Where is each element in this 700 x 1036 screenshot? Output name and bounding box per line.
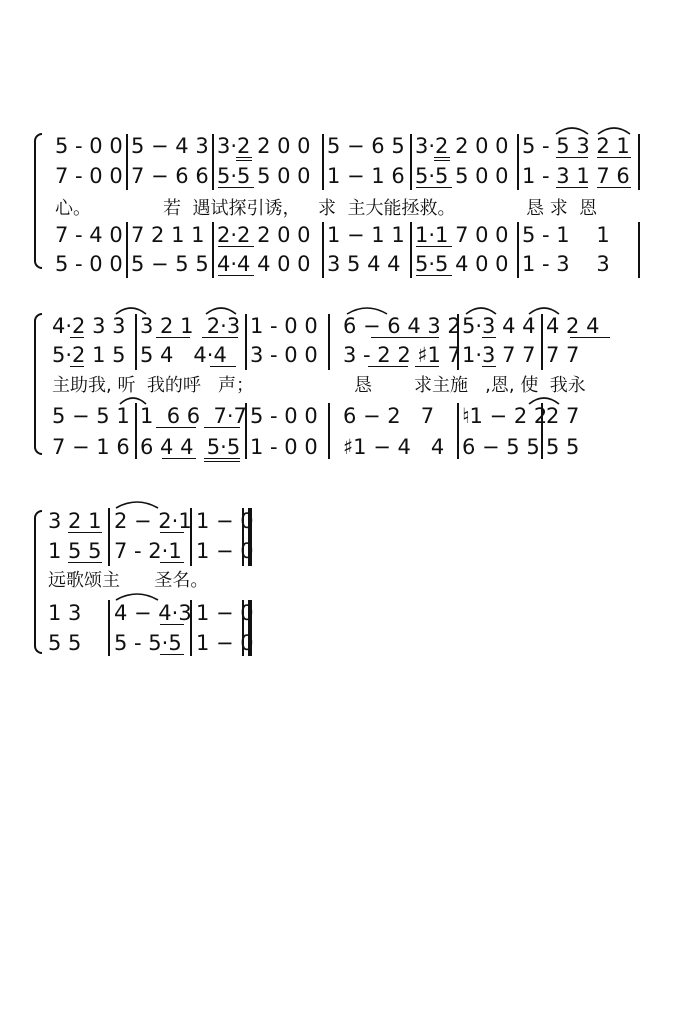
barline bbox=[135, 314, 137, 370]
barline bbox=[328, 314, 330, 370]
measure: 5·5 5 0 0 bbox=[415, 164, 509, 188]
measure: 1 6 6 7·7 bbox=[140, 404, 247, 428]
measure: 2·2 2 0 0 bbox=[217, 223, 311, 247]
barline bbox=[457, 403, 459, 459]
measure: 1·1 7 0 0 bbox=[415, 223, 509, 247]
lyric-text: 主助我, 听 我的呼 声； bbox=[52, 375, 255, 396]
barline bbox=[190, 508, 192, 566]
beam bbox=[218, 275, 254, 276]
beam bbox=[236, 160, 252, 161]
measure: 1 - 3 3 bbox=[522, 252, 610, 276]
measure: 4 2 4 bbox=[546, 314, 600, 338]
beam bbox=[160, 562, 184, 563]
barline bbox=[126, 222, 128, 278]
beam bbox=[156, 337, 190, 338]
measure: 1 3 bbox=[48, 601, 82, 625]
barline bbox=[135, 403, 137, 459]
beam bbox=[68, 532, 102, 533]
lyrics-line bbox=[0, 371, 700, 401]
beam bbox=[160, 532, 184, 533]
measure: 5 - 1 1 bbox=[522, 223, 610, 247]
measure: 3·2 2 0 0 bbox=[415, 134, 509, 158]
beam bbox=[416, 275, 452, 276]
barline bbox=[108, 600, 110, 656]
measure: 5 - 0 0 bbox=[55, 252, 123, 276]
final-barline-thin bbox=[242, 508, 244, 566]
lyric-text: 求 主大能拯救。 bbox=[318, 198, 456, 219]
measure: ♯1 − 4 4 bbox=[343, 435, 445, 459]
measure: 7 2 1 1 bbox=[131, 223, 205, 247]
measure: 1 - 0 0 bbox=[250, 435, 318, 459]
measure: 1 5 5 bbox=[48, 539, 102, 563]
notation-line bbox=[0, 401, 700, 431]
measure: ♮1 − 2 2 bbox=[462, 404, 548, 428]
barline bbox=[517, 134, 519, 190]
barline bbox=[108, 508, 110, 566]
barline bbox=[457, 314, 459, 370]
beam bbox=[218, 187, 254, 188]
beam bbox=[70, 337, 84, 338]
beam bbox=[236, 157, 252, 158]
measure: 3 2 1 2·3 bbox=[140, 314, 241, 338]
slur bbox=[118, 394, 148, 406]
measure: 3·2 2 0 0 bbox=[217, 134, 311, 158]
measure: 5·5 4 0 0 bbox=[415, 252, 509, 276]
measure: 1 - 0 0 bbox=[250, 314, 318, 338]
measure: 6 − 6 4 3 2 bbox=[343, 314, 461, 338]
barline bbox=[322, 222, 324, 278]
notation-line bbox=[0, 220, 700, 250]
beam bbox=[68, 562, 102, 563]
measure: 7 - 0 0 bbox=[55, 164, 123, 188]
final-barline-thick bbox=[248, 508, 252, 566]
barline bbox=[190, 600, 192, 656]
beam bbox=[162, 458, 196, 459]
measure: 7 − 1 6 bbox=[52, 435, 130, 459]
slur bbox=[596, 124, 632, 136]
notation-line bbox=[0, 506, 700, 536]
lyric-text: 远歌颂主 圣名。 bbox=[48, 570, 209, 591]
beam bbox=[204, 461, 240, 462]
slur bbox=[345, 304, 389, 316]
beam bbox=[210, 366, 236, 367]
barline bbox=[541, 403, 543, 459]
slur bbox=[204, 304, 238, 316]
measure: 5 - 0 0 bbox=[55, 134, 123, 158]
beam bbox=[70, 366, 84, 367]
notation-line bbox=[0, 340, 700, 370]
barline bbox=[638, 222, 640, 278]
lyric-text: 恳 求 恩 bbox=[526, 198, 598, 219]
notation-line bbox=[0, 432, 700, 462]
measure: 7 - 4 0 bbox=[55, 223, 123, 247]
measure: 1 − 1 6 bbox=[327, 164, 405, 188]
measure: 4·4 4 0 0 bbox=[217, 252, 311, 276]
barline bbox=[410, 222, 412, 278]
slur bbox=[114, 590, 160, 602]
measure: 5 − 5 1 bbox=[52, 404, 130, 428]
slur bbox=[464, 304, 498, 316]
measure: 1 - 3 1 7 6 bbox=[522, 164, 630, 188]
barline bbox=[212, 222, 214, 278]
slur bbox=[527, 394, 561, 406]
measure: 5 − 4 3 bbox=[131, 134, 209, 158]
beam bbox=[482, 366, 496, 367]
measure: 3 5 4 4 bbox=[327, 252, 401, 276]
barline bbox=[245, 403, 247, 459]
barline bbox=[212, 134, 214, 190]
slur bbox=[527, 304, 561, 316]
measure: 2 − 2·1 bbox=[114, 509, 192, 533]
notation-line bbox=[0, 161, 700, 191]
barline bbox=[517, 222, 519, 278]
beam bbox=[156, 427, 196, 428]
lyric-text: 求主施 ,恩, 使 我永 bbox=[414, 375, 586, 396]
final-barline-thick bbox=[248, 600, 252, 656]
measure: 7 − 6 6 bbox=[131, 164, 209, 188]
measure: 3 - 0 0 bbox=[250, 343, 318, 367]
measure: 5 5 bbox=[546, 435, 580, 459]
slur bbox=[114, 498, 160, 510]
measure: 2 7 bbox=[546, 404, 580, 428]
barline bbox=[638, 134, 640, 190]
beam bbox=[204, 427, 240, 428]
lyrics-line bbox=[0, 566, 700, 596]
notation-line bbox=[0, 131, 700, 161]
beam bbox=[160, 654, 184, 655]
beam bbox=[160, 624, 184, 625]
notation-line bbox=[0, 628, 700, 658]
beam bbox=[218, 246, 254, 247]
measure: 1 − 0 bbox=[196, 601, 254, 625]
lyric-text: 恳 bbox=[354, 375, 372, 396]
measure: 5·3 4 4 bbox=[462, 314, 536, 338]
barline bbox=[328, 403, 330, 459]
measure: 1 − 0 bbox=[196, 631, 254, 655]
measure: 6 − 2 7 bbox=[343, 404, 435, 428]
beam bbox=[434, 157, 450, 158]
notation-line bbox=[0, 249, 700, 279]
beam bbox=[416, 246, 452, 247]
measure: 5·5 5 0 0 bbox=[217, 164, 311, 188]
measure: 5 - 5·5 bbox=[114, 631, 182, 655]
measure: 1 − 0 bbox=[196, 509, 254, 533]
beam bbox=[482, 337, 496, 338]
measure: 6 − 5 5 bbox=[462, 435, 540, 459]
slur bbox=[114, 304, 148, 316]
measure: 5·2 1 5 bbox=[52, 343, 126, 367]
measure: 5 − 5 5 bbox=[131, 252, 209, 276]
slur bbox=[554, 124, 590, 136]
beam bbox=[597, 187, 631, 188]
beam bbox=[597, 157, 631, 158]
measure: 1·3 7 7 bbox=[462, 343, 536, 367]
measure: 5 − 6 5 bbox=[327, 134, 405, 158]
measure: 7 7 bbox=[546, 343, 580, 367]
beam bbox=[434, 160, 450, 161]
beam bbox=[204, 458, 240, 459]
beam bbox=[202, 337, 238, 338]
measure: 1 − 1 1 bbox=[327, 223, 405, 247]
barline bbox=[541, 314, 543, 370]
barline bbox=[126, 134, 128, 190]
lyric-text: 若 遇试探引诱， bbox=[163, 198, 301, 219]
measure: 4·2 3 3 bbox=[52, 314, 126, 338]
barline bbox=[245, 314, 247, 370]
beam bbox=[570, 337, 610, 338]
lyric-text: 心。 bbox=[55, 198, 91, 219]
beam bbox=[415, 366, 439, 367]
measure: 1 − 0 bbox=[196, 539, 254, 563]
measure: 5 5 bbox=[48, 631, 82, 655]
measure: 3 - 2 2 ♯1 7 bbox=[343, 343, 461, 367]
notation-line bbox=[0, 598, 700, 628]
final-barline-thin bbox=[242, 600, 244, 656]
measure: 4 − 4·3 bbox=[114, 601, 192, 625]
beam bbox=[556, 187, 588, 188]
measure: 5 4 4·4 bbox=[140, 343, 227, 367]
barline bbox=[322, 134, 324, 190]
measure: 6 4 4 5·5 bbox=[140, 435, 241, 459]
barline bbox=[410, 134, 412, 190]
measure: 5 - 0 0 bbox=[250, 404, 318, 428]
beam bbox=[556, 157, 588, 158]
beam bbox=[371, 337, 439, 338]
measure: 7 - 2·1 bbox=[114, 539, 182, 563]
measure: 5 - 5 3 2 1 bbox=[522, 134, 630, 158]
beam bbox=[416, 187, 452, 188]
beam bbox=[368, 366, 408, 367]
notation-line bbox=[0, 536, 700, 566]
measure: 3 2 1 bbox=[48, 509, 102, 533]
